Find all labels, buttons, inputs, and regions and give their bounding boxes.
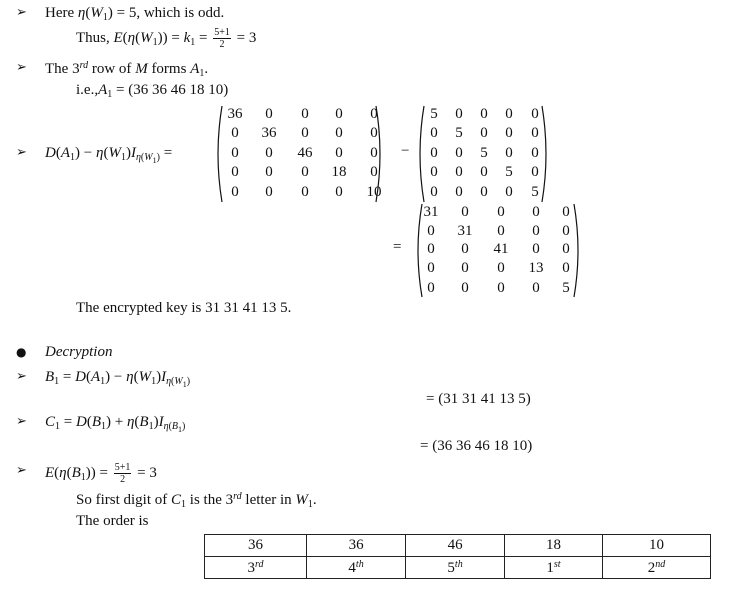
matrix-entry: 0 — [370, 145, 378, 161]
order-label: The order is — [76, 513, 149, 529]
decryption-heading: Decryption — [45, 344, 113, 360]
table-cell: 10 — [602, 535, 710, 557]
fraction: $\frac{5+1}{2}$ — [114, 462, 131, 485]
matrix-entry: 0 — [231, 164, 239, 180]
c1-equation: $C_1 = D(B_1) + \eta(B_1)I_{\eta(B_1)}$ — [45, 414, 186, 434]
matrix-entry: 0 — [335, 145, 343, 161]
matrix-entry: 0 — [455, 106, 463, 122]
matrix-entry: 0 — [427, 280, 435, 296]
matrix-entry: 0 — [461, 280, 469, 296]
matrix-entry: 0 — [335, 106, 343, 122]
matrix-entry: 0 — [265, 145, 273, 161]
c1-result: = (36 36 46 18 10) — [420, 438, 533, 454]
table-cell: 36 — [307, 535, 406, 557]
odd-check-line: Here $\eta(W_1) = 5$, which is odd. — [45, 5, 225, 23]
matrix-entry: 0 — [461, 241, 469, 257]
matrix-entry: 0 — [335, 184, 343, 200]
matrix-entry: 0 — [505, 125, 513, 141]
matrix-entry: 5 — [562, 280, 570, 296]
matrix-entry: 0 — [301, 184, 309, 200]
matrix-entry: 0 — [301, 125, 309, 141]
matrix-entry: 0 — [461, 204, 469, 220]
matrix-entry: 0 — [505, 106, 513, 122]
arrow-bullet-icon: ➢ — [16, 463, 27, 478]
matrix-entry: 0 — [335, 125, 343, 141]
matrix-entry: 0 — [430, 184, 438, 200]
matrix-entry: 0 — [532, 204, 540, 220]
matrix-entry: 0 — [461, 260, 469, 276]
matrix-entry: 10 — [366, 184, 382, 200]
matrix-result — [414, 202, 582, 299]
arrow-bullet-icon: ➢ — [16, 60, 27, 75]
matrix-entry: 0 — [455, 145, 463, 161]
matrix-entry: 41 — [493, 241, 509, 257]
matrix-entry: 31 — [423, 204, 439, 220]
table-cell: 5th — [406, 557, 505, 579]
b1-equation: $B_1 = D(A_1) - \eta(W_1)I_{\eta(W_1)}$ — [45, 369, 191, 389]
arrow-bullet-icon: ➢ — [16, 369, 27, 384]
matrix-entry: 0 — [231, 184, 239, 200]
matrix-entry: 36 — [227, 106, 243, 122]
matrix-entry: 0 — [231, 145, 239, 161]
encrypted-key-text: The encrypted key is 31 31 41 13 5. — [76, 300, 292, 316]
matrix-entry: 0 — [505, 184, 513, 200]
matrix-entry: 0 — [265, 184, 273, 200]
table-cell: 4th — [307, 557, 406, 579]
matrix-entry: 31 — [457, 223, 473, 239]
matrix-entry: 0 — [301, 106, 309, 122]
a1-definition: $i.e.,A_1 = (36$ 36 46 18 10) — [76, 82, 229, 100]
equals-sign: = — [393, 239, 402, 255]
matrix-entry: 0 — [480, 164, 488, 180]
matrix-entry: 18 — [331, 164, 347, 180]
matrix-entry: 0 — [531, 125, 539, 141]
table-cell: 36 — [205, 535, 307, 557]
matrix-entry: 0 — [370, 164, 378, 180]
order-table — [204, 534, 711, 579]
matrix-entry: 5 — [455, 125, 463, 141]
dot-bullet-icon: ● — [16, 345, 27, 359]
matrix-entry: 0 — [370, 125, 378, 141]
matrix-entry: 0 — [480, 125, 488, 141]
table-cell: 46 — [406, 535, 505, 557]
table-row — [205, 557, 711, 579]
matrix-entry: 0 — [497, 204, 505, 220]
matrix-entry: 0 — [531, 164, 539, 180]
fraction: $\frac{5+1}{2}$ — [214, 27, 230, 50]
matrix-entry: 0 — [231, 125, 239, 141]
arrow-bullet-icon: ➢ — [16, 145, 27, 160]
matrix-diag-eta — [416, 104, 550, 204]
arrow-bullet-icon: ➢ — [16, 5, 27, 20]
matrix-entry: 13 — [528, 260, 544, 276]
matrix-entry: 36 — [261, 125, 277, 141]
matrix-entry: 46 — [297, 145, 313, 161]
row-statement: The 3rd row of M forms $A_1$. — [45, 60, 209, 79]
matrix-entry: 0 — [532, 241, 540, 257]
matrix-entry: 0 — [562, 223, 570, 239]
diag-equation-lhs: $D(A_1) - \eta(W_1)I_{\eta(W_1)}$ = — [45, 145, 173, 165]
matrix-entry: 0 — [497, 260, 505, 276]
minus-sign: − — [401, 143, 410, 159]
matrix-entry: 0 — [265, 106, 273, 122]
matrix-entry: 5 — [430, 106, 438, 122]
matrix-entry: 0 — [480, 106, 488, 122]
arrow-bullet-icon: ➢ — [16, 414, 27, 429]
table-cell: 1st — [505, 557, 603, 579]
matrix-entry: 0 — [497, 280, 505, 296]
matrix-entry: 0 — [480, 184, 488, 200]
matrix-entry: 0 — [427, 260, 435, 276]
e-b1-equation: $E(\eta(B_1))$ = $\frac{5+1}{2}$ = 3 — [45, 462, 157, 485]
matrix-entry: 0 — [562, 260, 570, 276]
matrix-entry: 0 — [427, 241, 435, 257]
matrix-entry: 0 — [427, 223, 435, 239]
matrix-entry: 0 — [455, 184, 463, 200]
matrix-entry: 0 — [531, 145, 539, 161]
table-cell: 18 — [505, 535, 603, 557]
expected-value-line: Thus, $E(\eta(W_1)) = k_1$ = $\frac{5+1}{2}$ = 3 — [76, 27, 257, 50]
matrix-entry: 0 — [301, 164, 309, 180]
matrix-entry: 0 — [531, 106, 539, 122]
table-cell: 3rd — [205, 557, 307, 579]
table-cell: 2nd — [602, 557, 710, 579]
matrix-entry: 0 — [455, 164, 463, 180]
matrix-entry: 5 — [531, 184, 539, 200]
matrix-entry: 0 — [532, 280, 540, 296]
matrix-entry: 0 — [265, 164, 273, 180]
matrix-entry: 0 — [430, 164, 438, 180]
matrix-entry: 0 — [505, 145, 513, 161]
matrix-entry: 0 — [370, 106, 378, 122]
matrix-entry: 0 — [562, 204, 570, 220]
matrix-entry: 5 — [480, 145, 488, 161]
matrix-entry: 0 — [497, 223, 505, 239]
matrix-diag-a1 — [214, 104, 384, 204]
b1-result: = (31 31 41 13 5) — [426, 391, 531, 407]
matrix-entry: 0 — [562, 241, 570, 257]
matrix-entry: 0 — [430, 125, 438, 141]
matrix-entry: 5 — [505, 164, 513, 180]
table-row — [205, 535, 711, 557]
matrix-entry: 0 — [532, 223, 540, 239]
matrix-entry: 0 — [430, 145, 438, 161]
first-digit-statement: So first digit of $C_1$ is the 3rd letter in $W_1$. — [76, 491, 317, 510]
